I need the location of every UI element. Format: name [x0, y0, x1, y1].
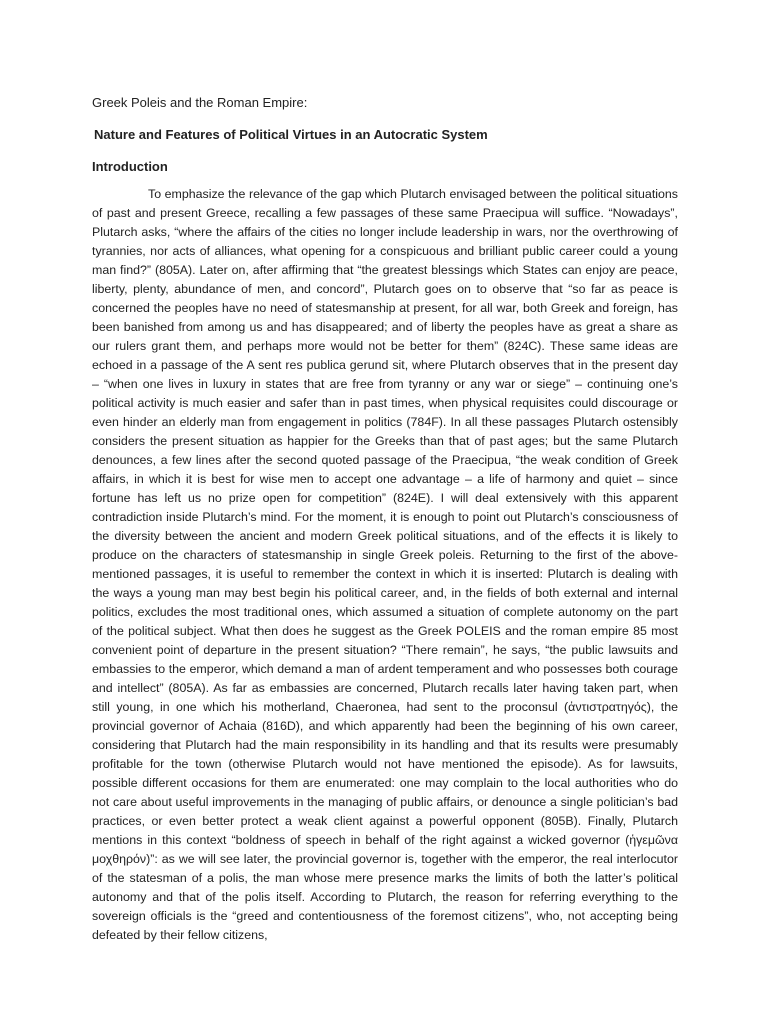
body-paragraph: To emphasize the relevance of the gap which Plutarch envisaged between the political situations of past and present Greece, recalling a few passages of these same Praecipua will suffice. “Nowadays”, Plutarch asks, “where the affairs of the cities no longer include leadership in wars, nor the overthrowing of tyrannies, nor acts of alliances, what opening for a conspicuous and brilliant public career could a young man find?” (805A). Later on, after affirming that “the greatest blessings which States can enjoy are peace, liberty, plenty, abundance of men, and concord”, Plutarch goes on to observe that “so far as peace is concerned the peoples have no need of statesmanship at present, for all war, both Greek and foreign, has been banished from among us and has disappeared; and of liberty the peoples have as great a share as our rulers grant them, and perhaps more would not be better for them” (824C). These same ideas are echoed in a passage of the A sent res publica gerund sit, where Plutarch observes that in the present day – “when one lives in luxury in states that are free from tyranny or any war or siege” – continuing one’s political activity is much easier and safer than in past times, when physical requisites could discourage or even hinder an elderly man from engagement in politics (784F). In all these passages Plutarch ostensibly considers the present situation as happier for the Greeks than that of past ages; but the same Plutarch denounces, a few lines after the second quoted passage of the Praecipua, “the weak condition of Greek affairs, in which it is best for wise men to accept one advantage – a life of harmony and quiet – since fortune has left us no prize open for competition” (824E). I will deal extensively with this apparent contradiction inside Plutarch’s mind. For the moment, it is enough to point out Plutarch’s consciousness of the diversity between the ancient and modern Greek political situations, and of the effects it is likely to produce on the characters of statesmanship in single Greek poleis. Returning to the first of the above-mentioned passages, it is useful to remember the context in which it is inserted: Plutarch is dealing with the ways a young man may best begin his political career, and, in the fields of both external and internal politics, excludes the most traditional ones, which assumed a situation of complete autonomy on the part of the political subject. What then does he suggest as the Greek POLEIS and the roman empire 85 most convenient point of departure in the present situation? “There remain”, he says, “the public lawsuits and embassies to the emperor, which demand a man of ardent temperament and who possesses both courage and intellect” (805A). As far as embassies are concerned, Plutarch recalls later having taken part, when still young, in one which his motherland, Chaeronea, had sent to the proconsul (ἀντιστρατηγός), the provincial governor of Achaia (816D), and which apparently had been the beginning of his own career, considering that Plutarch had the main responsibility in its handling and that its results were presumably profitable for the town (otherwise Plutarch would not have mentioned the episode). As for lawsuits, possible different occasions for them are enumerated: one may complain to the local authorities who do not care about useful improvements in the managing of public affairs, or denounce a single politician’s bad practices, or even better protect a weak client against a powerful opponent (805B). Finally, Plutarch mentions in this context “boldness of speech in behalf of the right against a wicked governor (ἡγεμῶνα μοχθηρόν)”: as we will see later, the provincial governor is, together with the emperor, the real interlocutor of the statesman of a polis, the man whose mere presence marks the limits of both the latter’s political autonomy and that of the polis itself. According to Plutarch, the reason for referring everything to the sovereign officials is the “greed and contentiousness of the foremost citizens”, who, not accepting being defeated by their fellow citizens,	[92, 187, 678, 942]
document-subtitle: Nature and Features of Political Virtues in an Autocratic System	[94, 127, 488, 142]
document-content	[92, 93, 678, 945]
section-heading: Introduction	[92, 159, 168, 174]
document-title: Greek Poleis and the Roman Empire:	[92, 95, 308, 110]
